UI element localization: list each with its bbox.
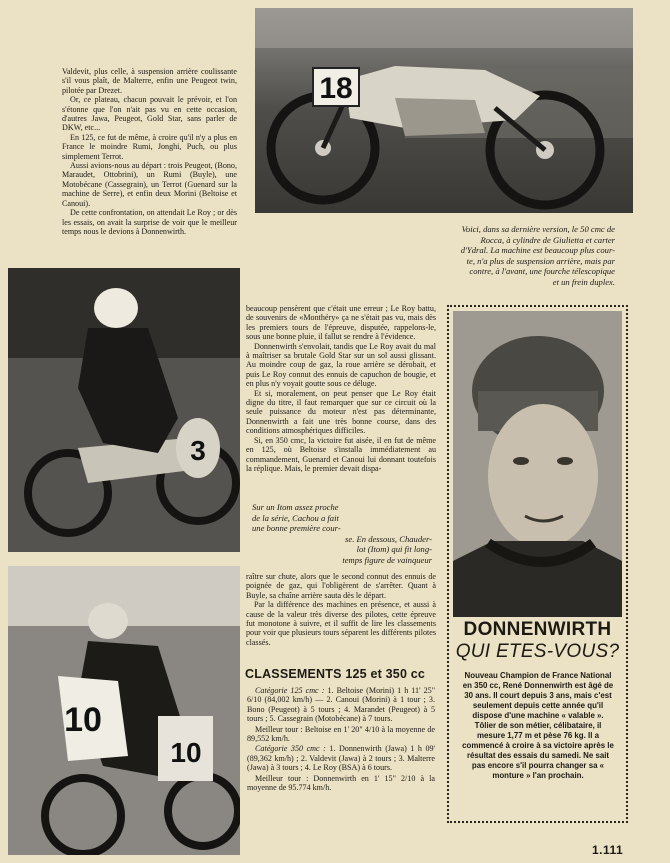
paragraph: Si, en 350 cmc, la victoire fut aisée, il en fut de même en 125, où Beltoise s'installa immédiatement au commandement, Guenard et Canoui lui donnant toutefois la réplique. Mais, le premier devait dispa- xyxy=(246,435,436,473)
paragraph: Et si, moralement, on peut penser que Le Roy était digne du titre, il faut remarquer que sur ce circuit où la seule puissance du moteur n'est pas déterminante, Donnenwirth a fait une très bonne course, dans des conditions atmosphériques difficiles. xyxy=(246,388,436,436)
race-number-10-front: 10 xyxy=(64,701,102,739)
result-text: 1. Beltoise (Morini) 1 h 11' 25" 6/10 (84,002 km/h) — 2. Canoui (Morini) à 1 tour ; 3. Bono (Peugeot) à 5 tours ; 4. Marandet (Peugeot) à 5 tours ; 5. Cassegrain (Motobécane) à 7 tours. xyxy=(247,686,436,724)
portrait-photo xyxy=(453,311,622,617)
race-number-18: 18 xyxy=(319,72,353,105)
race-number-10-side: 10 xyxy=(170,737,202,768)
caption-line: contre, à l'avant, une fourche télescopique xyxy=(469,266,615,277)
rider-name: DONNENWIRTH xyxy=(463,619,612,640)
caption-line: Sur un Itom assez proche xyxy=(252,502,339,512)
caption-line: d'Ydral. La machine est beaucoup plus cour- xyxy=(460,245,615,256)
donnenwirth-box xyxy=(447,305,628,823)
paragraph: Or, ce plateau, chacun pouvait le prévoir, et l'on s'étonne que l'on n'ait pas vu en cette occasion, d'autres Jawa, Peugeot, Gold Star, sans parler de DKW, etc... xyxy=(62,95,237,133)
caption-line: et un frein duplex. xyxy=(552,276,615,287)
rider-photo-caption xyxy=(252,502,432,566)
classements-heading: CLASSEMENTS 125 et 350 cc xyxy=(245,667,426,681)
race-number-3: 3 xyxy=(190,435,206,466)
caption-line: temps figure de vainqueur xyxy=(342,554,432,565)
lower-column xyxy=(246,572,436,647)
caption-line: une bonne première cour- xyxy=(252,523,341,534)
paragraph: En 125, ce fut de même, à croire qu'il n'y a plus en France le moindre Rumi, Jonghi, Puch, ou plus simplement Terrot. xyxy=(62,132,237,161)
paragraph: De cette confrontation, on attendait Le Roy ; or dès les essais, on avait la surprise de voir que le meilleur temps nous le devions à Donnenwirth. xyxy=(62,208,237,236)
caption-line: Voici, dans sa dernière version, le 50 cmc de xyxy=(461,224,615,234)
rider-bio: Nouveau Champion de France National en 350 cc, René Donnenwirth est âgé de 30 ans. Il court depuis 3 ans, mais c'est seulement depuis cette année qu'il dispose d'une machine « valable ». Tôlier de son métier, célibataire, il mesure 1,77 m et pèse 76 kg. Il a commencé à croire à sa victoire après le résultat des essais du samedi. Ne sait pas encore s'il pourra changer sa « monture » l'an prochain. xyxy=(462,671,614,780)
result-125 xyxy=(247,686,435,724)
middle-column xyxy=(246,304,436,473)
page-number: 1.111 xyxy=(592,843,624,857)
best-lap-350: Meilleur tour : Donnenwirth en 1' 15" 2/10 à la moyenne de 95.774 km/h. xyxy=(247,773,435,793)
category-label: Catégorie 125 cmc : xyxy=(255,686,325,695)
photo-rider-3-image xyxy=(8,268,240,552)
best-lap-125: Meilleur tour : Beltoise en 1' 20" 4/10 à la moyenne de 89,552 km/h. xyxy=(247,724,435,744)
photo-rider-10-image xyxy=(8,566,240,855)
photo-rider-3 xyxy=(8,268,240,552)
paragraph: Valdevit, plus celle, à suspension arrière coulissante s'il vous plaît, de Malterre, enfin une Peugeot twin, pilotée par Drezet. xyxy=(62,67,237,95)
classements-results xyxy=(247,686,435,793)
caption-line: de la série, Cachou a fait xyxy=(252,512,339,523)
caption-line: Rocca, à cylindre de Giulietta et carter xyxy=(480,234,615,245)
paragraph: Par la différence des machines en présence, et aussi à cause de la valeur très diverse des pilotes, cette épreuve fut monotone à suivre, et il suffit de lire les classements pour voir que plusieurs tours séparent les différents pilotes classés. xyxy=(246,600,436,647)
photo-motorcycle-18 xyxy=(255,8,633,213)
result-350 xyxy=(247,744,435,772)
paragraph: raître sur chute, alors que le second connut des ennuis de poignée de gaz, qui l'obligèrent de s'arrêter. Quant à Buyle, sa chaîne arrière sauta dès le départ. xyxy=(246,572,436,600)
rider-question: QUI ETES-VOUS? xyxy=(455,641,620,662)
caption-line: se. En dessous, Chauder- xyxy=(345,533,432,544)
caption-line: te, n'a plus de suspension arrière, mais par xyxy=(466,255,615,266)
photo-motorcycle-18-image xyxy=(255,8,633,213)
caption-line: lot (Itom) qui fit long- xyxy=(356,544,432,555)
top-left-column xyxy=(62,67,237,236)
top-photo-caption xyxy=(300,224,615,288)
paragraph: Aussi avions-nous au départ : trois Peugeot, (Bono, Maraudet, Ottobrini), un Rumi (Buyle), une Motobécane (Cassegrain), un Terrot (Guenard sur la machine de Serre), et enfin deux Morini (Beltoise et Canoui). xyxy=(62,161,237,208)
portrait-image xyxy=(453,311,622,617)
paragraph: Donnenwirth s'envolait, tandis que Le Roy avait du mal à maîtriser sa brutale Gold Star sur un sol aussi glissant. Au moindre coup de gaz, la roue arrière se dérobait, et puis Le Roy connut des ennuis de capuchon de bougie, et en plus n'y voyait goutte sous ce déluge. xyxy=(246,341,436,389)
result-text: 1. Donnenwirth (Jawa) 1 h 09' (89,362 km/h) ; 2. Valdevit (Jawa) à 2 tours ; 3. Malterre (Jawa) à 3 tours ; 4. Le Roy (BSA) à 6 tours. xyxy=(247,744,435,773)
paragraph: beaucoup pensèrent que c'était une erreur ; Le Roy battu, de souvenirs de «Monthéry» ça ne s'était pas vu, mais dès les premiers tours de l'épreuve, disputée, rappelons-le, sous une bonne pluie, il fallut se rendre à l'évidence. xyxy=(246,304,436,342)
category-label: Catégorie 350 cmc : xyxy=(255,744,326,754)
photo-rider-10 xyxy=(8,566,240,855)
